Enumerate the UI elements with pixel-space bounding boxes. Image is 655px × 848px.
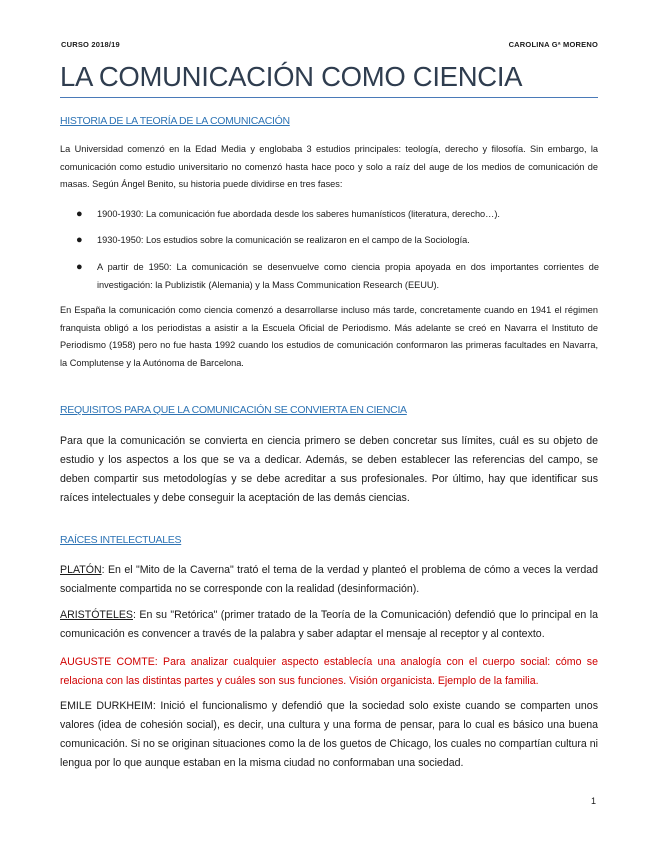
page-title: LA COMUNICACIÓN COMO CIENCIA — [60, 61, 523, 92]
bullet-text: A partir de 1950: La comunicación se desenvuelve como ciencia propia apoyada en dos importantes corrientes de investigación: la Publizistik (Alemania) y la Mass Communication Research (EEUU). — [97, 262, 599, 290]
history-intro: La Universidad comenzó en la Edad Media y englobaba 3 estudios principales: teología, derecho y filosofía. Sin embargo, la comunicación como estudio universitario no comenzó hasta hace poco y solo a raíz del auge de los medios de comunicación de masas. Según Ángel Benito, su historia puede dividirse en tres fases: — [60, 144, 598, 189]
plato-text: : En el "Mito de la Caverna" trató el tema de la verdad y planteó el problema de cómo a veces la verdad socialmente compartida no se corresponde con la realidad (desinformación). — [60, 564, 598, 595]
requirements-text: Para que la comunicación se convierta en ciencia primero se deben concretar sus límites, cuál es su objeto de estudio y los aspectos a los que se va a dedicar. Además, se deben establecer las referencias del campo, se deben compartir sus metodologías y se debe acreditar a sus profesionales. Por último, hay que identificar sus raíces intelectuales y debe conseguir la aceptación de las demás ciencias. — [60, 435, 598, 504]
heading-roots: RAÍCES INTELECTUALES — [60, 534, 182, 546]
durkheim-paragraph: EMILE DURKHEIM: Inició el funcionalismo y defendió que la sociedad solo existe cuando se comparten unos valores (idea de cohesión social), es decir, una cultura y una forma de pensar, para lo cual es básico una buena comunicación. Si no se originan situaciones como la de los guetos de Chicago, los cuales no compartían cultura ni lengua por lo que aunque estaban en la misma ciudad no conformaban una sociedad. — [60, 700, 598, 769]
aristotle-text: : En su "Retórica" (primer tratado de la Teoría de la Comunicación) defendió que lo principal en la comunicación es convencer a través de la palabra y saber adaptar el mensaje al receptor y al contexto. — [60, 609, 598, 640]
title-rule — [60, 97, 598, 98]
course-header: CURSO 2018/19 — [61, 40, 120, 49]
history-spain: En España la comunicación como ciencia comenzó a desarrollarse incluso más tarde, concretamente cuando en 1941 el régimen franquista obligó a los periodistas a asistir a la Escuela Oficial de Periodismo. Más adelante se creó en Navarra el Instituto de Periodismo (1958) pero no fue hasta 1992 cuando los estudios de comunicación conformaron las primeras facultades en Navarra, la Complutense y la Autónoma de Barcelona. — [60, 305, 598, 368]
bullet-text: 1930-1950: Los estudios sobre la comunicación se realizaron en el campo de la Sociología. — [97, 235, 470, 245]
heading-requirements: REQUISITOS PARA QUE LA COMUNICACIÓN SE CONVIERTA EN CIENCIA — [60, 404, 407, 416]
plato-name: PLATÓN — [60, 564, 102, 576]
bullet-icon: ● — [76, 234, 83, 246]
comte-paragraph: AUGUSTE COMTE: Para analizar cualquier aspecto establecía una analogía con el cuerpo social: cómo se relaciona con las distintas partes y cuáles son sus funciones. Visión organicista. Ejemplo de la familia. — [60, 656, 598, 687]
bullet-icon: ● — [76, 261, 83, 273]
aristotle-name: ARISTÓTELES — [60, 609, 133, 621]
bullet-icon: ● — [76, 208, 83, 220]
bullet-text: 1900-1930: La comunicación fue abordada desde los saberes humanísticos (literatura, derecho…). — [97, 209, 500, 219]
page-number: 1 — [591, 796, 597, 806]
author-header: CAROLINA Gª MORENO — [508, 40, 598, 49]
plato-paragraph — [60, 561, 598, 599]
heading-history: HISTORIA DE LA TEORÍA DE LA COMUNICACIÓN — [60, 115, 290, 127]
aristotle-paragraph — [60, 606, 598, 644]
